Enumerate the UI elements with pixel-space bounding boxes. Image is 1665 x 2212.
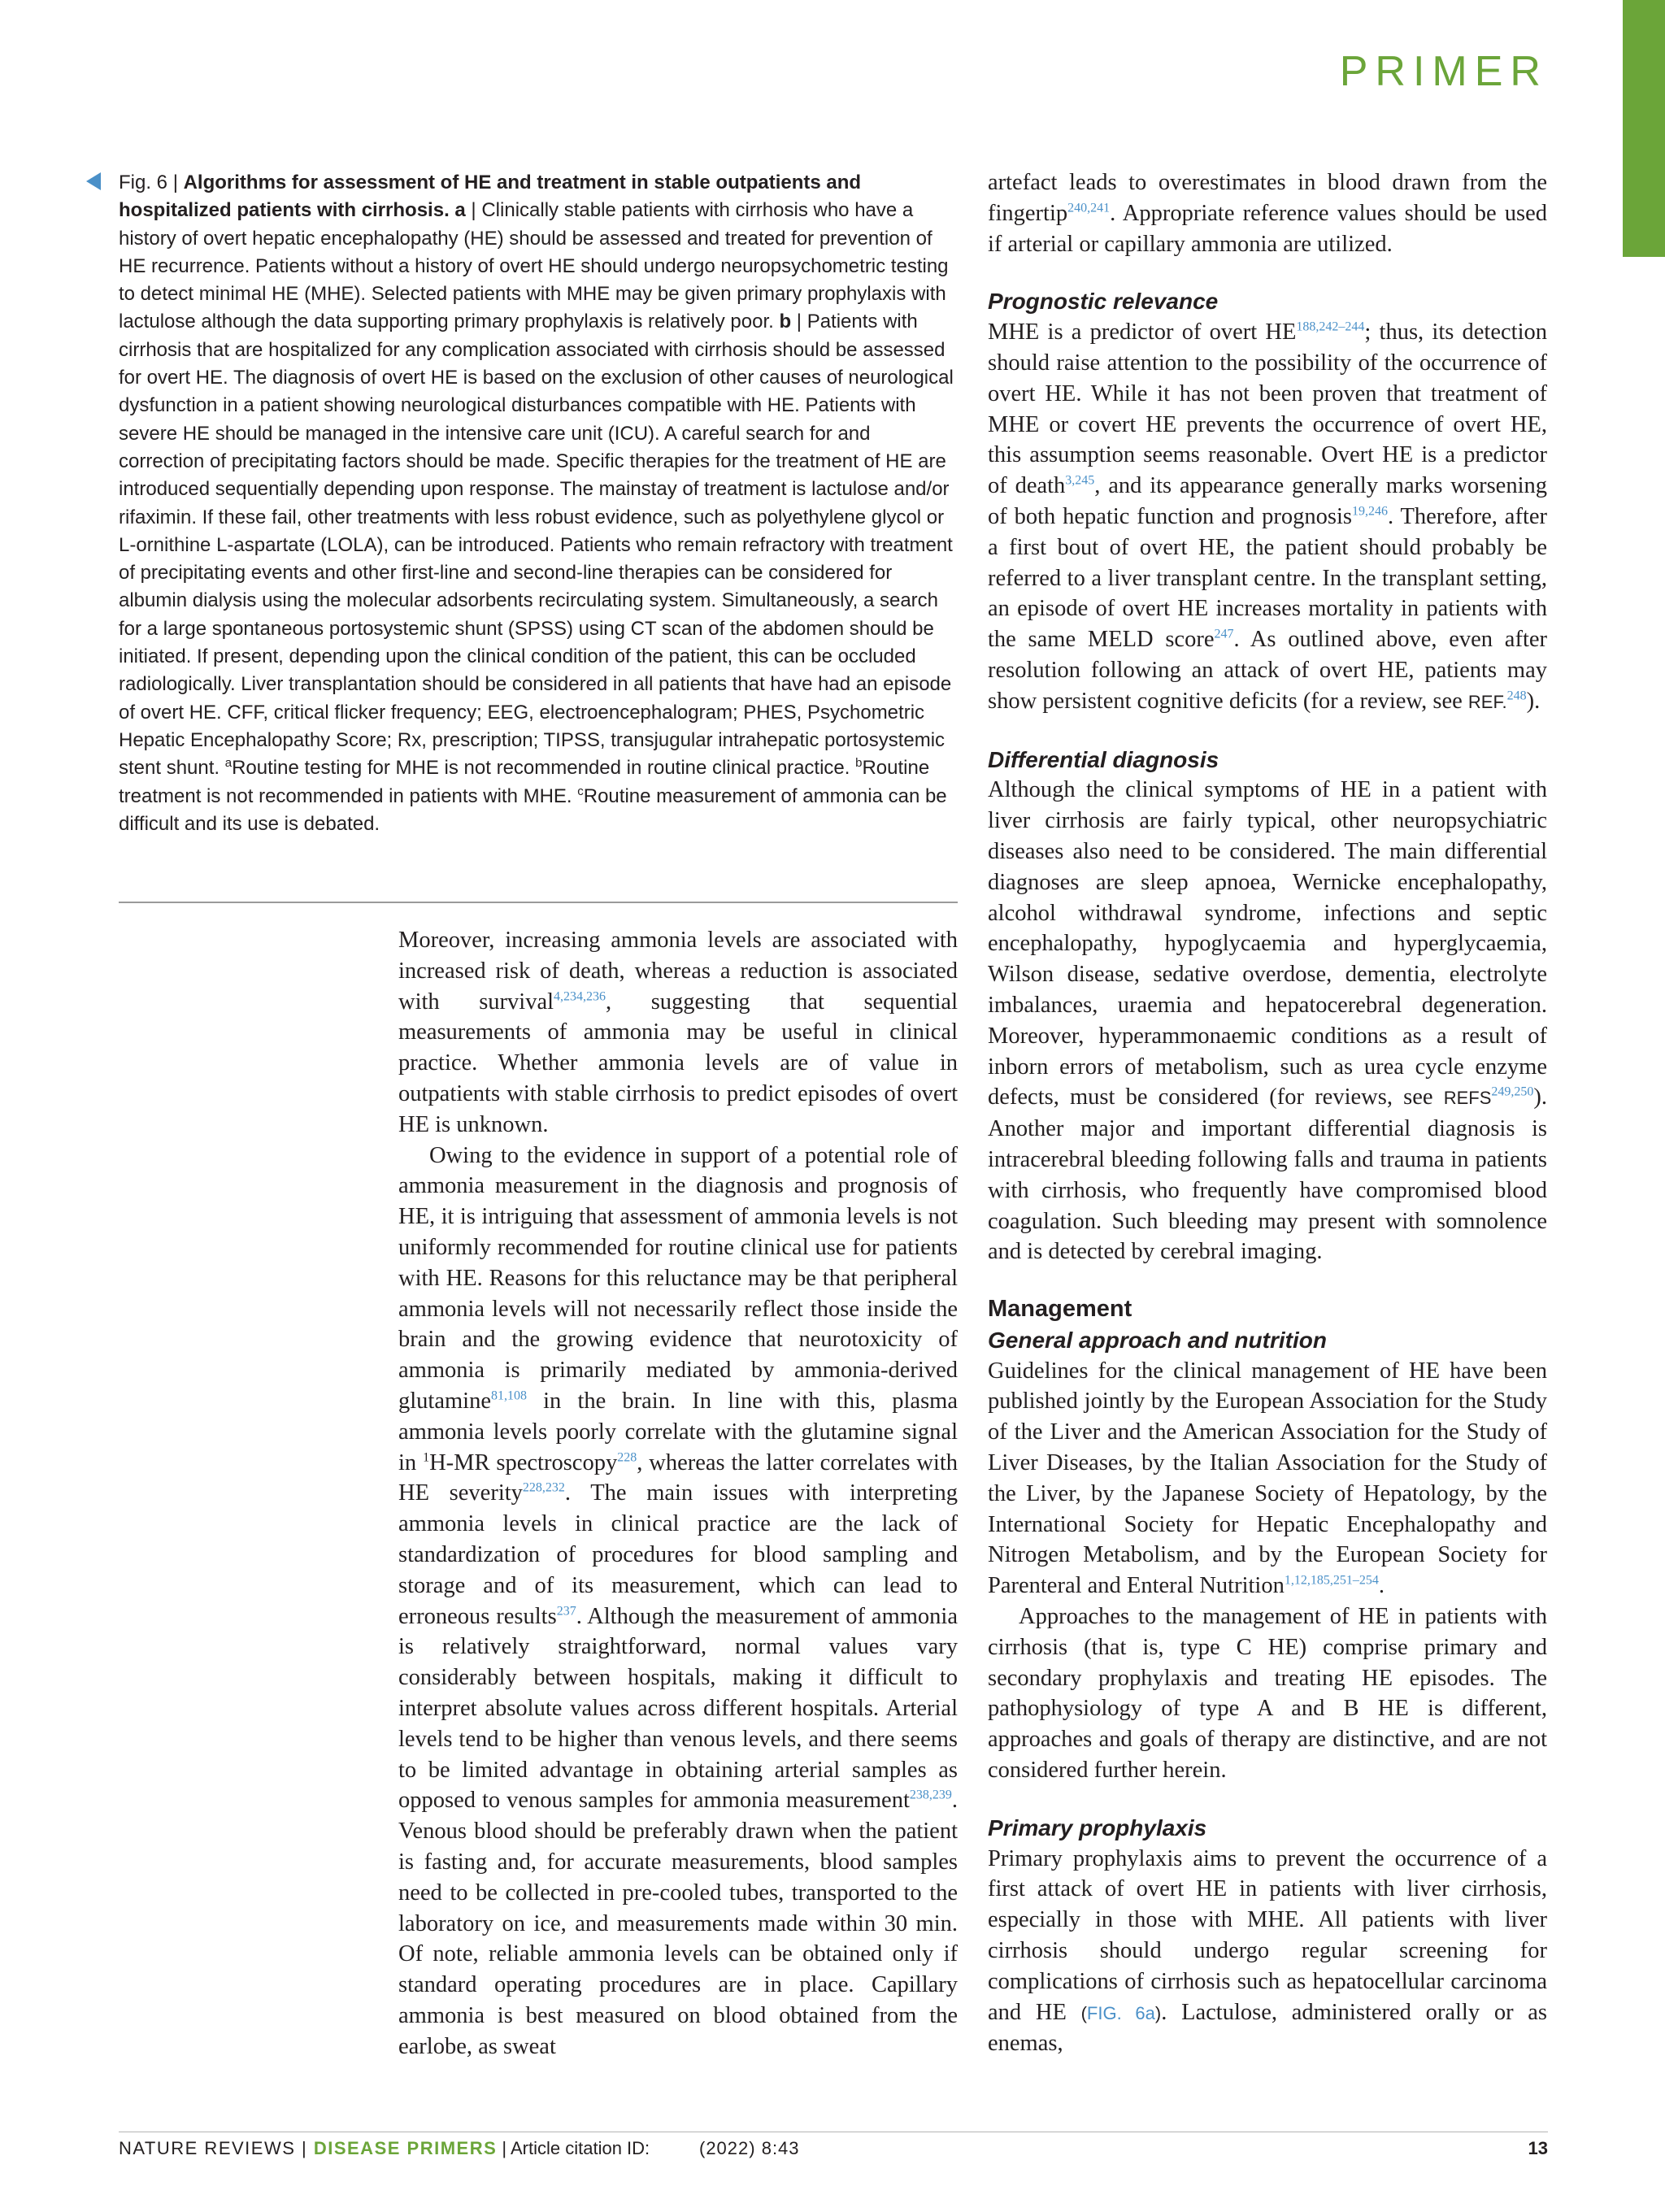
figure-link[interactable]: (FIG. 6a) <box>1080 2002 1162 2023</box>
paragraph: Approaches to the management of HE in patients with cirrhosis (that is, type C HE) comprise primary and secondary prophylaxis and treating HE episodes. The pathophysiology of type A and B HE is different, approaches and goals of therapy are distinctive, and are not considered further herein. <box>988 1604 1547 1784</box>
paragraph: Guidelines for the clinical management of HE have been published jointly by the European Association for the Study of the Liver and the American Association for the Study of Liver Diseases, by the Italian Association for the Study of the Liver, by the Japanese Society of Hepatology, by the International Society for Hepatic Encephalopathy and Nitrogen Metabolism, and by the European Society for Parenteral and Enteral Nutrition$^{1,12,185,251-254}$. <box>988 1358 1547 1599</box>
citation-link[interactable]: 188,242–244 <box>1296 319 1365 334</box>
citation-link[interactable]: 240,241 <box>1067 201 1111 215</box>
reference-link[interactable]: REF. <box>1467 691 1507 712</box>
page-footer <box>119 2138 1548 2166</box>
figure-title: Algorithms for assessment of HE and treatment in stable outpatients and hospitalized patients with cirrhosis. <box>119 172 862 222</box>
reference-link[interactable]: REFS <box>1443 1088 1492 1109</box>
subheading-prognostic-relevance: Prognostic relevance <box>988 289 1219 315</box>
citation-label: | Article citation ID: <box>497 2138 650 2158</box>
citation-link[interactable]: 228,232 <box>522 1480 565 1495</box>
citation-link[interactable]: 1,12,185,251–254 <box>1284 1573 1379 1588</box>
footnote-mark: b <box>855 756 863 771</box>
paragraph: MHE is a predictor of overt HE$^{188,242-244}$; thus, its detection should raise attention to the possibility of the occurrence of overt HE. While it has not been proven that treatment of MHE or covert HE prevents the occurrence of overt HE, this assumption seems reasonable. Overt HE is a predictor of death$^{3,245}$, and its appearance generally marks worsening of both hepatic function and prognosis$^{19,246}$. Therefore, after a first bout of overt HE, the patient should probably be referred to a liver transplant centre. In the transplant setting, an episode of overt HE increases mortality in patients with the same MELD score$^{247}$. As outlined above, even after resolution following an attack of overt HE, patients may show persistent cognitive deficits (for a review, see REF.$^{248}$). <box>988 319 1548 714</box>
footnote-text: Routine measurement of ammonia can be difficult and its use is debated. <box>119 784 947 835</box>
citation-link[interactable]: 248 <box>1506 689 1527 703</box>
heading-management: Management <box>988 1296 1132 1323</box>
body-column-right <box>988 167 1547 2059</box>
footnote-text: Routine testing for MHE is not recommended in routine clinical practice. <box>232 757 856 780</box>
caption-pointer-icon <box>86 172 101 190</box>
part-b-text: Patients with cirrhosis that are hospitalized for any complication associated with cirrhosis should be assessed for overt HE. The diagnosis of overt HE is based on the exclusion of other causes of neurological dysfunction in a patient showing neurological disturbances compatible with HE. Patients with severe HE should be managed in the intensive care unit (ICU). A careful search for and correction of precipitating factors should be made. Specific therapies for the treatment of HE are introduced sequentially depending upon response. The mainstay of treatment is lactulose and/or rifaximin. If these fail, other treatments with less robust evidence, such as polyethylene glycol or L-ornithine L-aspartate (LOLA), can be introduced. Patients who remain refractory with treatment of precipitating events and other first-line and second-line therapies can be considered for albumin dialysis using the molecular adsorbents recirculating system. Simultaneously, a search for a large spontaneous portosystemic shunt (SPSS) using CT scan of the abdomen should be initiated. If present, depending upon the clinical condition of the patient, this can be occluded radiologically. Liver transplantation should be considered in all patients that have had an episode of overt HE. CFF, critical flicker frequency; EEG, electroencephalogram; PHES, Psychometric Hepatic Encephalopathy Score; Rx, prescription; TIPSS, transjugular intrahepatic portosystemic stent shunt. <box>119 311 954 780</box>
journal-name: NATURE REVIEWS | <box>119 2138 314 2158</box>
part-a-label: a <box>454 199 466 222</box>
paragraph: Primary prophylaxis aims to prevent the occurrence of a first attack of overt HE in patients with liver cirrhosis, especially in those with MHE. All patients with liver cirrhosis should undergo regular screening for complications of cirrhosis such as hepatocellular carcinoma and HE (FIG. 6a). Lactulose, administered orally or as enemas, <box>988 1845 1548 2057</box>
paragraph: artefact leads to overestimates in blood drawn from the fingertip$^{240,241}$. Appropriate reference values should be used if arterial or capillary ammonia are utilized. <box>988 170 1547 257</box>
part-b-label: b <box>779 311 792 333</box>
citation-link[interactable]: 3,245 <box>1065 473 1095 488</box>
paragraph: Moreover, increasing ammonia levels are associated with increased risk of death, whereas a reduction is associated with survival$^{4,234,236}$, suggesting that sequential measurements of ammonia may be useful in clinical practice. Whether ammonia levels are of value in outpatients with stable cirrhosis to predict episodes of overt HE is unknown. <box>398 928 958 1137</box>
citation-link[interactable]: 249,250 <box>1491 1084 1534 1099</box>
paragraph: Although the clinical symptoms of HE in a patient with liver cirrhosis are fairly typical, other neuropsychiatric diseases also need to be considered. The main differential diagnoses are sleep apnoea, Wernicke encephalopathy, alcohol withdrawal syndrome, infections and septic encephalopathy, hypoglycaemia and hyperglycaemia, Wilson disease, sedative overdose, dementia, electrolyte imbalances, uraemia and hepatocerebral degeneration. Moreover, hyperammonaemic conditions as a result of inborn errors of metabolism, such as urea cycle enzyme defects, must be considered (for reviews, see REFS$^{249,250}$). Another major and important differential diagnosis is intracerebral bleeding following falls and trauma in patients with cirrhosis, who frequently have compromised blood coagulation. Such bleeding may present with somnolence and is detected by cerebral imaging. <box>988 777 1547 1265</box>
body-column-left <box>398 925 958 2062</box>
citation-link[interactable]: 81,108 <box>490 1388 527 1403</box>
page-number: 13 <box>1528 2138 1548 2158</box>
citation-link[interactable]: 238,239 <box>909 1788 952 1802</box>
subheading-differential-diagnosis: Differential diagnosis <box>988 746 1219 772</box>
subheading-general-approach: General approach and nutrition <box>988 1327 1327 1353</box>
part-a-text: Clinically stable patients with cirrhosis who have a history of overt hepatic encephalopathy (HE) should be assessed and treated for prevention of HE recurrence. Patients without a history of overt HE should undergo neuropsychometric testing to detect minimal HE (MHE). Selected patients with MHE may be given primary prophylaxis with lactulose although the data supporting primary prophylaxis is relatively poor. <box>119 199 949 333</box>
footnote-mark: c <box>577 784 584 798</box>
caption-divider <box>119 902 958 903</box>
figure-label: Fig. 6 | <box>119 172 184 193</box>
section-color-tab <box>1623 0 1665 257</box>
citation-link[interactable]: 228 <box>617 1450 637 1465</box>
footnote-text: Routine treatment is not recommended in patients with MHE. <box>119 757 930 807</box>
section-label: PRIMER <box>1339 48 1548 95</box>
paragraph: Owing to the evidence in support of a potential role of ammonia measurement in the diagnosis and prognosis of HE, it is intriguing that assessment of ammonia levels is not uniformly recommended for routine clinical use for patients with HE. Reasons for this reluctance may be that peripheral ammonia levels will not necessarily reflect those inside the brain and the growing evidence that neurotoxicity of ammonia is primarily mediated by ammonia-derived glutamine$^{81,108}$ in the brain. In line with this, plasma ammonia levels poorly correlate with the glutamine signal in $^1$H-MR spectroscopy$^{228}$, whereas the latter correlates with HE severity$^{228,232}$. The main issues with interpreting ammonia levels in clinical practice are the lack of standardization of procedures for blood sampling and storage and of its measurement, which can lead to erroneous results$^{237}$. Although the measurement of ammonia is relatively straightforward, normal values vary considerably between hospitals, making it difficult to interpret absolute values across different hospitals. Arterial levels tend to be higher than venous levels, and there seems to be limited advantage in obtaining arterial samples as opposed to venous samples for ammonia measurement$^{238,239}$. Venous blood should be preferably drawn when the patient is fasting and, for accurate measurements, blood samples need to be collected in pre-cooled tubes, transported to the laboratory on ice, and measurements made within 30 min. Of note, reliable ammonia levels can be obtained only if standard operating procedures are in place. Capillary ammonia is best measured on blood obtained from the earlobe, as sweat <box>398 1142 958 2059</box>
figure-caption: Fig. 6 | Algorithms for assessment of HE and treatment in stable outpatients and hospitalized patients with cirrhosis. a | Clinically stable patients with cirrhosis who have a history of overt hepatic encephalopathy (HE) should be assessed and treated for prevention of HE recurrence. Patients without a history of overt HE should undergo neuropsychometric testing to detect minimal HE (MHE). Selected patients with MHE may be given primary prophylaxis with lactulose although the data supporting primary prophylaxis is relatively poor. b | Patients with cirrhosis that are hospitalized for any complication associated with cirrhosis should be assessed for overt HE. The diagnosis of overt HE is based on the exclusion of other causes of neurological dysfunction in a patient showing neurological disturbances compatible with HE. Patients with severe HE should be managed in the intensive care unit (ICU). A careful search for and correction of precipitating factors should be made. Specific therapies for the treatment of HE are introduced sequentially depending upon response. The mainstay of treatment is lactulose and/or rifaximin. If these fail, other treatments with less robust evidence, such as polyethylene glycol or L-ornithine L-aspartate (LOLA), can be introduced. Patients who remain refractory with treatment of precipitating events and other first-line and second-line therapies can be considered for albumin dialysis using the molecular adsorbents recirculating system. Simultaneously, a search for a large spontaneous portosystemic shunt (SPSS) using CT scan of the abdomen should be initiated. If present, depending upon the clinical condition of the patient, this can be occluded radiologically. Liver transplantation should be considered in all patients that have had an episode of overt HE. CFF, critical flicker frequency; EEG, electroencephalogram; PHES, Psychometric Hepatic Encephalopathy Score; Rx, prescription; TIPSS, transjugular intrahepatic portosystemic stent shunt. $^a$Routine testing for MHE is not recommended in routine clinical practice. $^b$Routine treatment is not recommended in patients with MHE. $^c$Routine measurement of ammonia can be difficult and its use is debated. <box>119 172 954 835</box>
journal-series: DISEASE PRIMERS <box>313 2138 498 2158</box>
citation-link[interactable]: 19,246 <box>1352 504 1388 519</box>
citation-link[interactable]: 237 <box>556 1604 576 1619</box>
citation-link[interactable]: 247 <box>1214 627 1234 641</box>
subheading-primary-prophylaxis: Primary prophylaxis <box>988 1814 1207 1840</box>
citation-link[interactable]: 4,234,236 <box>554 989 606 1004</box>
citation-id: (2022) 8:43 <box>699 2138 800 2158</box>
footnote-mark: a <box>224 756 233 771</box>
